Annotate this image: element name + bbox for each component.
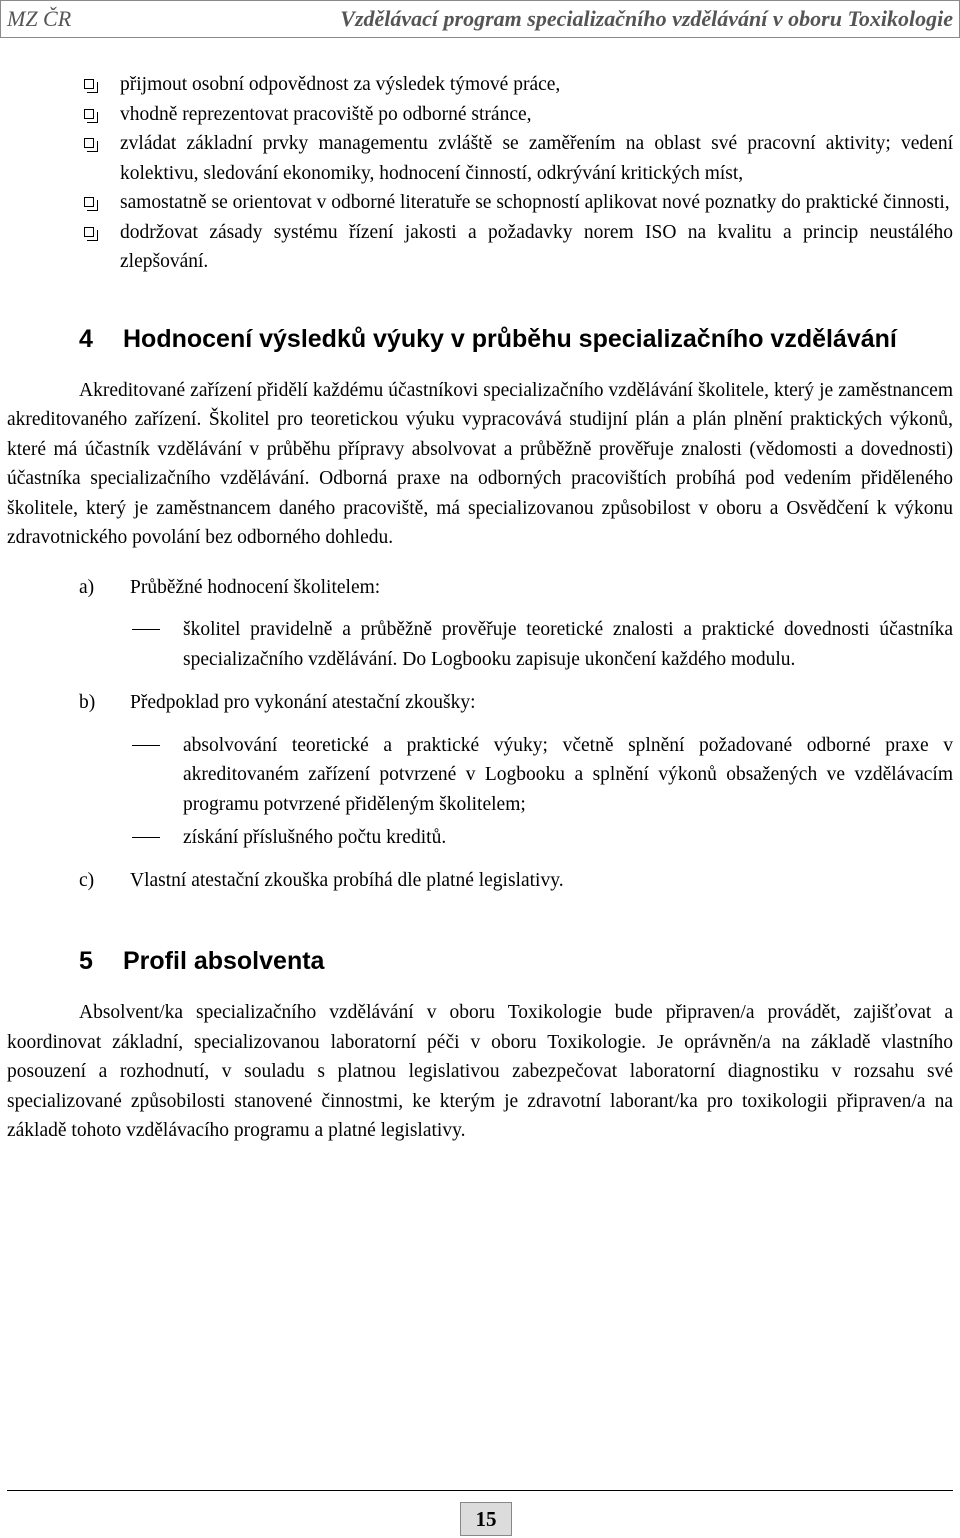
section-title: Profil absolventa — [123, 947, 325, 975]
list-item — [7, 573, 953, 675]
page-number: 15 — [460, 1502, 512, 1536]
item-label: b) — [79, 692, 96, 713]
item-text: Vlastní atestační zkouška probíhá dle platné legislativy. — [130, 869, 564, 891]
section-4-heading — [7, 323, 953, 356]
item-text: Předpoklad pro vykonání atestační zkoušky: — [130, 692, 476, 713]
sub-list — [130, 731, 953, 853]
item-label: c) — [79, 869, 95, 891]
dash-bullet-icon — [132, 837, 160, 838]
section-5-heading — [7, 945, 953, 978]
section-5-paragraph: Absolvent/ka specializačního vzdělávání v oboru Toxikologie bude připraven/a provádět, zajišťovat a koordinovat základní, specializovanou laboratorní péči v oboru Toxikologie. Je oprávněn/a na základě vlastního posouzení a rozhodnutí, v souladu s platnou legislativou zabezpečovat laboratorní diagnostiku v rozsahu své specializované způsobilosti stanovené činnostmi, ke kterým je zdravotní laborant/ka pro toxikologii připraven/a na základě tohoto vzdělávacího programu a platné legislativy. — [7, 1002, 953, 1141]
page-content — [7, 70, 953, 1146]
section-4-paragraph: Akreditované zařízení přidělí každému účastníkovi specializačního vzdělávání školitele, který je zaměstnancem akreditovaného zařízení. Školitel pro teoretickou výuku vypracovává studijní plán a plán plnění praktických výkonů, které má účastník vzdělávání v průběhu přípravy absolvovat a průběžně prověřuje znalosti (vědomosti a dovednosti) účastníka specializačního vzdělávání. Odborná praxe na odborných pracovištích probíhá pod vedením přiděleného školitele, který je zaměstnancem daného pracoviště, má specializovanou způsobilost v oboru a Osvědčení k výkonu zdravotnického povolání bez odborného dohledu. — [7, 379, 953, 548]
sub-item: absolvování teoretické a praktické výuky; včetně splnění požadované odborné praxe v akreditovaném zařízení potvrzené v Logbooku a splnění výkonů obsažených ve vzdělávacím programu potvrzené přiděleným školitelem; — [130, 731, 953, 820]
dash-bullet-icon — [132, 629, 160, 630]
box-bullet-icon — [84, 109, 94, 119]
assessment-list — [7, 573, 953, 896]
footer-divider — [7, 1490, 953, 1491]
box-bullet-icon — [84, 197, 94, 207]
header-title: Vzdělávací program specializačního vzdělávání v oboru Toxikologie — [340, 6, 953, 31]
list-item: dodržovat zásady systému řízení jakosti a požadavky norem ISO na kvalitu a princip neustálého zlepšování. — [7, 218, 953, 277]
section-number: 5 — [79, 947, 93, 975]
page-header — [0, 0, 960, 38]
sub-list — [130, 615, 953, 674]
section-number: 4 — [79, 324, 93, 353]
list-item: přijmout osobní odpovědnost za výsledek týmové práce, — [7, 70, 953, 100]
section-title: Hodnocení výsledků výuky v průběhu specializačního vzdělávání — [123, 324, 897, 353]
item-text: Průběžné hodnocení školitelem: — [130, 576, 381, 598]
list-item — [7, 688, 953, 853]
box-bullet-icon — [84, 138, 94, 148]
dash-bullet-icon — [132, 745, 160, 746]
bullet-list — [7, 70, 953, 277]
sub-item: školitel pravidelně a průběžně prověřuje teoretické znalosti a praktické dovednosti účastníka specializačního vzdělávání. Do Logbooku zapisuje ukončení každého modulu. — [130, 615, 953, 674]
box-bullet-icon — [84, 227, 94, 237]
box-bullet-icon — [84, 79, 94, 89]
header-left: MZ ČR — [7, 6, 72, 31]
list-item: vhodně reprezentovat pracoviště po odborné stránce, — [7, 100, 953, 130]
item-label: a) — [79, 576, 95, 598]
sub-item: získání příslušného počtu kreditů. — [130, 823, 953, 853]
list-item: samostatně se orientovat v odborné literatuře se schopností aplikovat nové poznatky do praktické činnosti, — [7, 188, 953, 218]
list-item — [7, 866, 953, 896]
list-item: zvládat základní prvky managementu zvláště se zaměřením na oblast své pracovní aktivity; vedení kolektivu, sledování ekonomiky, hodnocení činností, odkrývání kritických míst, — [7, 129, 953, 188]
